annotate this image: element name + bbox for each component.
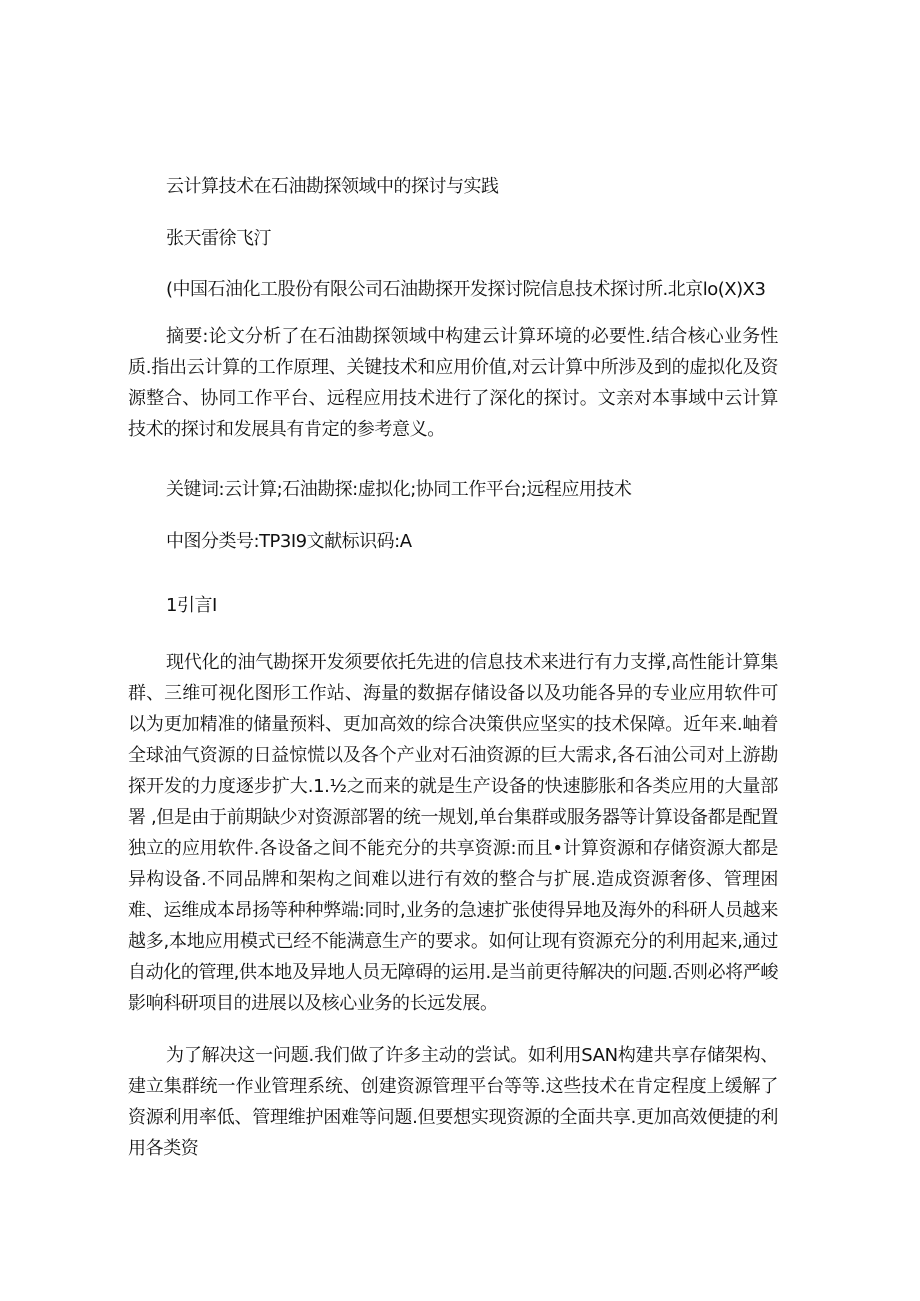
- body-paragraph-2: 为了解决这一问题.我们做了许多主动的尝试。如利用SAN构建共享存储架构、建立集群统一作业管理系统、创建资源管理平台等等.这些技术在肯定程度上缓解了资源利用率低、管理维护困难等问题.但要想实现资源的全面共享.更加高效便捷的利用各类资: [128, 1045, 778, 1159]
- paper-title: 云计算技术在石油勘探领域中的探讨与实践: [166, 176, 499, 197]
- paper-keywords: 关键词:云计算;石油勘探:虚拟化;协同工作平台;远程应用技术: [166, 479, 632, 500]
- paper-authors: 张天雷徐飞汀: [166, 228, 271, 249]
- paper-classification: 中图分类号:TP3I9文献标识码:A: [166, 531, 412, 552]
- body-paragraph-1: 现代化的油气勘探开发须要依托先进的信息技术来进行有力支撑,高性能计算集群、三维可视化图形工作站、海量的数据存储设备以及功能各异的专业应用软件可以为更加精准的储量预料、更加高效的综合决策供应坚实的技术保障。近年来.岫着全球油气资源的日益惊慌以及各个产业对石油资源的巨大需求,各石油公司对上游勘探开发的力度逐步扩大.1.½之而来的就是生产设备的快速膨胀和各类应用的大量部署 ,但是由于前期缺少对资源部署的统一规划,单台集群或服务器等计算设备都是配置独立的应用软件.各设备之间不能充分的共享资源:而且•计算资源和存储资源大都是异构设备.不同品牌和架构之间难以进行有效的整合与扩展.造成资源奢侈、管理困难、运维成本昂扬等种种弊端:同时,业务的急速扩张使得异地及海外的科研人员越来越多,本地应用模式已经不能满意生产的要求。如何让现有资源充分的利用起来,通过自动化的管理,供本地及异地人员无障碍的运用.是当前更待解决的问题.否则必将严峻影响科研项目的进展以及核心业务的长远发展。: [128, 652, 778, 1014]
- section-heading: 1引言I: [166, 595, 217, 616]
- paper-affiliation: (中国石油化工股份有限公司石油勘探开发探讨院信息技术探讨所.北京lo(X)X3: [166, 279, 766, 300]
- paper-abstract: 摘要:论文分析了在石油勘探领域中构建云计算环境的必要性.结合核心业务性质.指出云计算的工作原理、关键技术和应用价值,对云计算中所涉及到的虚拟化及资源整合、协同工作平台、远程应用技术进行了深化的探讨。文亲对本事域中云计算技术的探讨和发展具有肯定的参考意义。: [128, 326, 778, 440]
